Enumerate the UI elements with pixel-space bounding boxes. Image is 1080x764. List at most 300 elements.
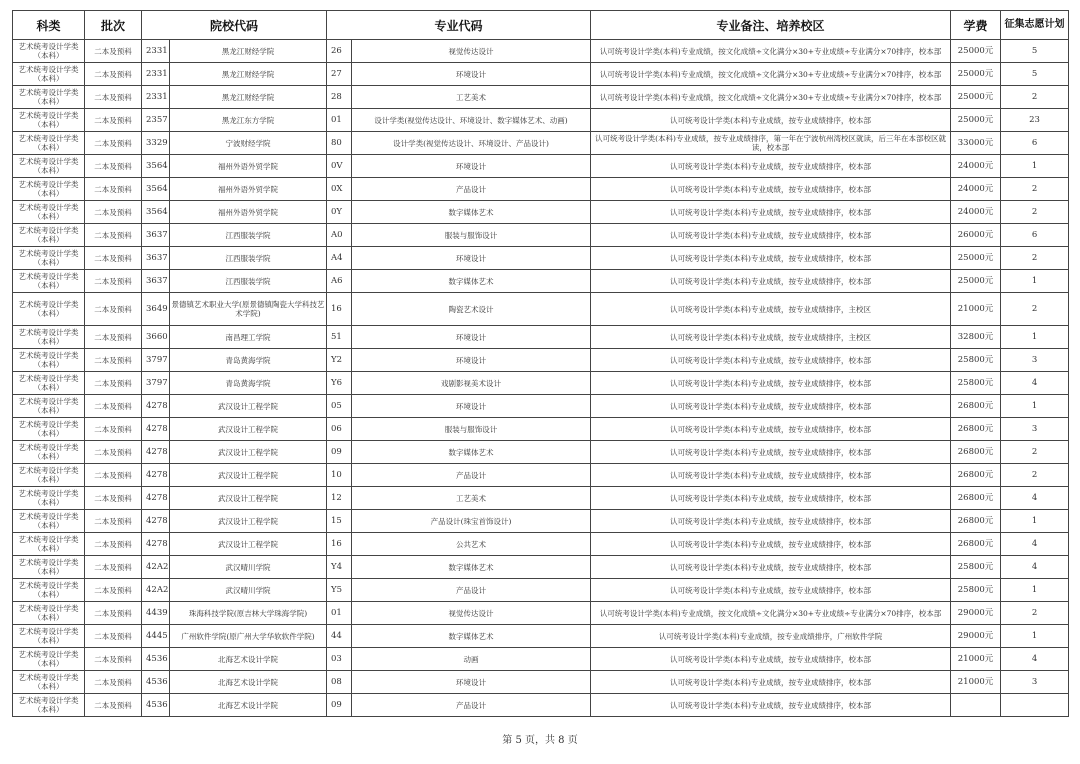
table-row bbox=[13, 326, 1069, 349]
row-major-code: Y2 bbox=[327, 349, 352, 372]
row-fee: 26000元 bbox=[951, 224, 1001, 247]
header-school-code: 院校代码 bbox=[142, 11, 327, 40]
row-notes: 认可统考设计学类(本科)专业成绩，按专业成绩排序，校本部 bbox=[591, 464, 951, 487]
row-category: 艺术统考设计学类（本科） bbox=[13, 40, 85, 63]
table-row bbox=[13, 293, 1069, 326]
row-category: 艺术统考设计学类（本科） bbox=[13, 86, 85, 109]
table-row bbox=[13, 671, 1069, 694]
row-plan: 4 bbox=[1001, 533, 1069, 556]
row-plan: 4 bbox=[1001, 372, 1069, 395]
row-fee: 25800元 bbox=[951, 372, 1001, 395]
row-fee: 21000元 bbox=[951, 671, 1001, 694]
row-fee: 33000元 bbox=[951, 132, 1001, 155]
row-category: 艺术统考设计学类（本科） bbox=[13, 648, 85, 671]
row-major-code: 15 bbox=[327, 510, 352, 533]
header-major-code: 专业代码 bbox=[327, 11, 591, 40]
row-plan: 2 bbox=[1001, 247, 1069, 270]
row-major-code: 51 bbox=[327, 326, 352, 349]
row-school-name: 黑龙江财经学院 bbox=[170, 86, 327, 109]
row-major-name: 动画 bbox=[352, 648, 591, 671]
row-major-name: 服装与服饰设计 bbox=[352, 418, 591, 441]
row-fee: 24000元 bbox=[951, 201, 1001, 224]
row-category: 艺术统考设计学类（本科） bbox=[13, 464, 85, 487]
row-major-name: 产品设计 bbox=[352, 464, 591, 487]
row-category: 艺术统考设计学类（本科） bbox=[13, 326, 85, 349]
row-category: 艺术统考设计学类（本科） bbox=[13, 178, 85, 201]
row-plan: 5 bbox=[1001, 63, 1069, 86]
row-fee: 25800元 bbox=[951, 349, 1001, 372]
row-school-name: 福州外语外贸学院 bbox=[170, 178, 327, 201]
row-notes: 认可统考设计学类(本科)专业成绩，按专业成绩排序，校本部 bbox=[591, 487, 951, 510]
table-body bbox=[13, 40, 1069, 717]
row-major-name: 产品设计 bbox=[352, 178, 591, 201]
row-notes: 认可统考设计学类(本科)专业成绩，按专业成绩排序，校本部 bbox=[591, 178, 951, 201]
row-major-name: 戏剧影视美术设计 bbox=[352, 372, 591, 395]
row-major-code: 28 bbox=[327, 86, 352, 109]
row-batch: 二本及预科 bbox=[85, 464, 142, 487]
row-school-name: 江西服装学院 bbox=[170, 247, 327, 270]
row-notes: 认可统考设计学类(本科)专业成绩，按专业成绩排序，校本部 bbox=[591, 533, 951, 556]
row-school-code: 3637 bbox=[142, 247, 170, 270]
row-school-name: 北海艺术设计学院 bbox=[170, 671, 327, 694]
row-category: 艺术统考设计学类（本科） bbox=[13, 418, 85, 441]
row-category: 艺术统考设计学类（本科） bbox=[13, 201, 85, 224]
row-major-code: 0V bbox=[327, 155, 352, 178]
row-batch: 二本及预科 bbox=[85, 556, 142, 579]
row-category: 艺术统考设计学类（本科） bbox=[13, 349, 85, 372]
row-major-code: 08 bbox=[327, 671, 352, 694]
row-plan: 6 bbox=[1001, 132, 1069, 155]
row-major-name: 环境设计 bbox=[352, 155, 591, 178]
row-notes: 认可统考设计学类(本科)专业成绩，按专业成绩排序，校本部 bbox=[591, 372, 951, 395]
row-batch: 二本及预科 bbox=[85, 40, 142, 63]
row-notes: 认可统考设计学类(本科)专业成绩，按文化成绩÷文化满分×30+专业成绩÷专业满分×70排序，校本部 bbox=[591, 63, 951, 86]
row-category: 艺术统考设计学类（本科） bbox=[13, 132, 85, 155]
row-notes: 认可统考设计学类(本科)专业成绩，按专业成绩排序，主校区 bbox=[591, 293, 951, 326]
row-plan: 2 bbox=[1001, 178, 1069, 201]
row-notes: 认可统考设计学类(本科)专业成绩，按文化成绩÷文化满分×30+专业成绩÷专业满分×70排序，校本部 bbox=[591, 602, 951, 625]
row-fee: 25800元 bbox=[951, 556, 1001, 579]
row-plan: 1 bbox=[1001, 155, 1069, 178]
row-category: 艺术统考设计学类（本科） bbox=[13, 441, 85, 464]
row-notes: 认可统考设计学类(本科)专业成绩，按专业成绩排序，校本部 bbox=[591, 441, 951, 464]
row-major-code: Y6 bbox=[327, 372, 352, 395]
row-batch: 二本及预科 bbox=[85, 418, 142, 441]
header-fee: 学费 bbox=[951, 11, 1001, 40]
row-school-name: 珠海科技学院(原吉林大学珠海学院) bbox=[170, 602, 327, 625]
table-row bbox=[13, 224, 1069, 247]
row-school-code: 4278 bbox=[142, 441, 170, 464]
row-school-name: 武汉晴川学院 bbox=[170, 579, 327, 602]
row-plan: 2 bbox=[1001, 86, 1069, 109]
row-fee: 21000元 bbox=[951, 648, 1001, 671]
row-fee: 25000元 bbox=[951, 270, 1001, 293]
row-school-name: 黑龙江财经学院 bbox=[170, 40, 327, 63]
row-school-code: 3564 bbox=[142, 178, 170, 201]
table-row bbox=[13, 648, 1069, 671]
row-category: 艺术统考设计学类（本科） bbox=[13, 109, 85, 132]
row-school-name: 青岛黄海学院 bbox=[170, 349, 327, 372]
row-batch: 二本及预科 bbox=[85, 63, 142, 86]
row-school-name: 武汉设计工程学院 bbox=[170, 441, 327, 464]
row-batch: 二本及预科 bbox=[85, 349, 142, 372]
row-school-name: 福州外语外贸学院 bbox=[170, 155, 327, 178]
row-major-code: 10 bbox=[327, 464, 352, 487]
row-school-code: 3660 bbox=[142, 326, 170, 349]
row-batch: 二本及预科 bbox=[85, 201, 142, 224]
header-batch: 批次 bbox=[85, 11, 142, 40]
row-major-code: 06 bbox=[327, 418, 352, 441]
row-school-name: 景德镇艺术职业大学(原景德镇陶瓷大学科技艺术学院) bbox=[170, 293, 327, 326]
row-major-name: 数字媒体艺术 bbox=[352, 556, 591, 579]
row-batch: 二本及预科 bbox=[85, 487, 142, 510]
row-school-code: 2331 bbox=[142, 40, 170, 63]
row-major-name: 陶瓷艺术设计 bbox=[352, 293, 591, 326]
row-major-name: 产品设计 bbox=[352, 579, 591, 602]
row-category: 艺术统考设计学类（本科） bbox=[13, 247, 85, 270]
header-plan: 征集志愿计划 bbox=[1001, 11, 1069, 40]
row-major-code: 16 bbox=[327, 533, 352, 556]
row-school-code: 42A2 bbox=[142, 556, 170, 579]
header-notes: 专业备注、培养校区 bbox=[591, 11, 951, 40]
row-major-name: 环境设计 bbox=[352, 395, 591, 418]
table-row bbox=[13, 63, 1069, 86]
row-major-name: 数字媒体艺术 bbox=[352, 441, 591, 464]
row-school-code: 3564 bbox=[142, 155, 170, 178]
row-notes: 认可统考设计学类(本科)专业成绩，按专业成绩排序，校本部 bbox=[591, 694, 951, 717]
row-batch: 二本及预科 bbox=[85, 178, 142, 201]
row-fee: 25000元 bbox=[951, 86, 1001, 109]
row-major-name: 环境设计 bbox=[352, 247, 591, 270]
row-major-name: 数字媒体艺术 bbox=[352, 201, 591, 224]
row-notes: 认可统考设计学类(本科)专业成绩，按专业成绩排序，广州软件学院 bbox=[591, 625, 951, 648]
enrollment-table bbox=[12, 10, 1069, 717]
row-school-name: 广州软件学院(原广州大学华软软件学院) bbox=[170, 625, 327, 648]
row-batch: 二本及预科 bbox=[85, 224, 142, 247]
row-school-code: 4445 bbox=[142, 625, 170, 648]
row-school-name: 武汉设计工程学院 bbox=[170, 395, 327, 418]
row-batch: 二本及预科 bbox=[85, 270, 142, 293]
row-category: 艺术统考设计学类（本科） bbox=[13, 224, 85, 247]
row-category: 艺术统考设计学类（本科） bbox=[13, 372, 85, 395]
row-major-name: 环境设计 bbox=[352, 63, 591, 86]
row-plan: 1 bbox=[1001, 579, 1069, 602]
row-plan bbox=[1001, 694, 1069, 717]
row-major-name: 工艺美术 bbox=[352, 487, 591, 510]
row-school-name: 黑龙江财经学院 bbox=[170, 63, 327, 86]
row-major-code: Y4 bbox=[327, 556, 352, 579]
row-batch: 二本及预科 bbox=[85, 109, 142, 132]
row-fee: 26800元 bbox=[951, 533, 1001, 556]
row-plan: 4 bbox=[1001, 487, 1069, 510]
row-plan: 2 bbox=[1001, 293, 1069, 326]
row-fee: 24000元 bbox=[951, 178, 1001, 201]
row-major-name: 视觉传达设计 bbox=[352, 602, 591, 625]
table-row bbox=[13, 132, 1069, 155]
row-notes: 认可统考设计学类(本科)专业成绩，按专业成绩排序，校本部 bbox=[591, 109, 951, 132]
row-notes: 认可统考设计学类(本科)专业成绩，按专业成绩排序，校本部 bbox=[591, 270, 951, 293]
table-row bbox=[13, 349, 1069, 372]
row-major-code: 26 bbox=[327, 40, 352, 63]
row-school-code: 4278 bbox=[142, 487, 170, 510]
row-school-name: 青岛黄海学院 bbox=[170, 372, 327, 395]
row-notes: 认可统考设计学类(本科)专业成绩，按专业成绩排序，校本部 bbox=[591, 579, 951, 602]
row-fee: 25000元 bbox=[951, 109, 1001, 132]
row-plan: 2 bbox=[1001, 464, 1069, 487]
row-notes: 认可统考设计学类(本科)专业成绩，按专业成绩排序，校本部 bbox=[591, 556, 951, 579]
row-major-code: 01 bbox=[327, 602, 352, 625]
row-category: 艺术统考设计学类（本科） bbox=[13, 395, 85, 418]
row-fee: 25800元 bbox=[951, 579, 1001, 602]
row-batch: 二本及预科 bbox=[85, 372, 142, 395]
row-school-code: 4536 bbox=[142, 671, 170, 694]
row-school-code: 4278 bbox=[142, 464, 170, 487]
row-batch: 二本及预科 bbox=[85, 441, 142, 464]
row-school-code: 4278 bbox=[142, 510, 170, 533]
row-batch: 二本及预科 bbox=[85, 510, 142, 533]
row-category: 艺术统考设计学类（本科） bbox=[13, 155, 85, 178]
row-school-code: 3649 bbox=[142, 293, 170, 326]
row-plan: 2 bbox=[1001, 602, 1069, 625]
row-school-name: 武汉设计工程学院 bbox=[170, 487, 327, 510]
row-school-name: 武汉设计工程学院 bbox=[170, 464, 327, 487]
row-plan: 2 bbox=[1001, 441, 1069, 464]
row-major-name: 设计学类(视觉传达设计、环境设计、数字媒体艺术、动画) bbox=[352, 109, 591, 132]
row-major-name: 服装与服饰设计 bbox=[352, 224, 591, 247]
row-school-code: 3797 bbox=[142, 349, 170, 372]
row-notes: 认可统考设计学类(本科)专业成绩，按专业成绩排序，校本部 bbox=[591, 510, 951, 533]
table-row bbox=[13, 441, 1069, 464]
row-school-name: 黑龙江东方学院 bbox=[170, 109, 327, 132]
table-row bbox=[13, 109, 1069, 132]
row-fee bbox=[951, 694, 1001, 717]
row-fee: 32800元 bbox=[951, 326, 1001, 349]
row-notes: 认可统考设计学类(本科)专业成绩，按文化成绩÷文化满分×30+专业成绩÷专业满分×70排序，校本部 bbox=[591, 86, 951, 109]
row-category: 艺术统考设计学类（本科） bbox=[13, 63, 85, 86]
row-batch: 二本及预科 bbox=[85, 395, 142, 418]
row-major-name: 工艺美术 bbox=[352, 86, 591, 109]
row-fee: 26800元 bbox=[951, 510, 1001, 533]
row-notes: 认可统考设计学类(本科)专业成绩，按专业成绩排序，校本部 bbox=[591, 247, 951, 270]
row-major-name: 数字媒体艺术 bbox=[352, 270, 591, 293]
row-major-code: A6 bbox=[327, 270, 352, 293]
row-plan: 3 bbox=[1001, 418, 1069, 441]
row-category: 艺术统考设计学类（本科） bbox=[13, 579, 85, 602]
row-batch: 二本及预科 bbox=[85, 579, 142, 602]
row-school-name: 江西服装学院 bbox=[170, 270, 327, 293]
table-row bbox=[13, 510, 1069, 533]
row-major-name: 设计学类(视觉传达设计、环境设计、产品设计) bbox=[352, 132, 591, 155]
row-school-code: 4278 bbox=[142, 395, 170, 418]
row-fee: 26800元 bbox=[951, 395, 1001, 418]
row-batch: 二本及预科 bbox=[85, 155, 142, 178]
row-major-code: 01 bbox=[327, 109, 352, 132]
table-row bbox=[13, 464, 1069, 487]
row-notes: 认可统考设计学类(本科)专业成绩，按专业成绩排序，校本部 bbox=[591, 224, 951, 247]
row-major-name: 公共艺术 bbox=[352, 533, 591, 556]
row-school-code: 3564 bbox=[142, 201, 170, 224]
row-batch: 二本及预科 bbox=[85, 533, 142, 556]
row-category: 艺术统考设计学类（本科） bbox=[13, 625, 85, 648]
row-batch: 二本及预科 bbox=[85, 293, 142, 326]
row-major-name: 环境设计 bbox=[352, 326, 591, 349]
row-major-code: 03 bbox=[327, 648, 352, 671]
row-school-name: 北海艺术设计学院 bbox=[170, 694, 327, 717]
row-category: 艺术统考设计学类（本科） bbox=[13, 270, 85, 293]
table-row bbox=[13, 155, 1069, 178]
row-notes: 认可统考设计学类(本科)专业成绩，按专业成绩排序，校本部 bbox=[591, 648, 951, 671]
row-notes: 认可统考设计学类(本科)专业成绩，按专业成绩排序，校本部 bbox=[591, 349, 951, 372]
table-row bbox=[13, 395, 1069, 418]
row-major-code: 05 bbox=[327, 395, 352, 418]
row-major-name: 环境设计 bbox=[352, 671, 591, 694]
row-school-name: 福州外语外贸学院 bbox=[170, 201, 327, 224]
row-fee: 26800元 bbox=[951, 487, 1001, 510]
row-school-code: 3329 bbox=[142, 132, 170, 155]
enrollment-table-page bbox=[12, 10, 1068, 717]
table-row bbox=[13, 40, 1069, 63]
row-school-code: 2331 bbox=[142, 63, 170, 86]
table-row bbox=[13, 418, 1069, 441]
row-plan: 1 bbox=[1001, 510, 1069, 533]
row-category: 艺术统考设计学类（本科） bbox=[13, 487, 85, 510]
row-major-code: A4 bbox=[327, 247, 352, 270]
row-plan: 1 bbox=[1001, 395, 1069, 418]
row-category: 艺术统考设计学类（本科） bbox=[13, 671, 85, 694]
row-notes: 认可统考设计学类(本科)专业成绩，按专业成绩排序，校本部 bbox=[591, 201, 951, 224]
page-footer: 第 5 页，共 8 页 bbox=[502, 735, 578, 746]
row-major-name: 环境设计 bbox=[352, 349, 591, 372]
row-major-name: 视觉传达设计 bbox=[352, 40, 591, 63]
row-category: 艺术统考设计学类（本科） bbox=[13, 510, 85, 533]
row-notes: 认可统考设计学类(本科)专业成绩，按专业成绩排序，主校区 bbox=[591, 326, 951, 349]
row-plan: 1 bbox=[1001, 326, 1069, 349]
row-batch: 二本及预科 bbox=[85, 86, 142, 109]
row-school-code: 2331 bbox=[142, 86, 170, 109]
row-major-name: 数字媒体艺术 bbox=[352, 625, 591, 648]
row-major-code: 27 bbox=[327, 63, 352, 86]
table-row bbox=[13, 178, 1069, 201]
row-major-name: 产品设计(珠宝首饰设计) bbox=[352, 510, 591, 533]
row-fee: 25000元 bbox=[951, 40, 1001, 63]
table-row bbox=[13, 556, 1069, 579]
table-header-row bbox=[13, 11, 1069, 40]
row-plan: 4 bbox=[1001, 648, 1069, 671]
table-row bbox=[13, 372, 1069, 395]
row-plan: 6 bbox=[1001, 224, 1069, 247]
table-row bbox=[13, 86, 1069, 109]
row-school-code: 4536 bbox=[142, 694, 170, 717]
row-major-code: 16 bbox=[327, 293, 352, 326]
row-fee: 29000元 bbox=[951, 602, 1001, 625]
row-plan: 2 bbox=[1001, 201, 1069, 224]
row-batch: 二本及预科 bbox=[85, 247, 142, 270]
table-row bbox=[13, 579, 1069, 602]
row-school-name: 南昌理工学院 bbox=[170, 326, 327, 349]
row-category: 艺术统考设计学类（本科） bbox=[13, 293, 85, 326]
row-fee: 21000元 bbox=[951, 293, 1001, 326]
row-school-code: 4278 bbox=[142, 418, 170, 441]
table-row bbox=[13, 487, 1069, 510]
row-category: 艺术统考设计学类（本科） bbox=[13, 694, 85, 717]
row-major-name: 产品设计 bbox=[352, 694, 591, 717]
row-notes: 认可统考设计学类(本科)专业成绩，按专业成绩排序，校本部 bbox=[591, 671, 951, 694]
row-school-name: 武汉设计工程学院 bbox=[170, 533, 327, 556]
row-fee: 29000元 bbox=[951, 625, 1001, 648]
row-school-name: 武汉设计工程学院 bbox=[170, 418, 327, 441]
row-fee: 26800元 bbox=[951, 441, 1001, 464]
row-category: 艺术统考设计学类（本科） bbox=[13, 556, 85, 579]
row-school-code: 4536 bbox=[142, 648, 170, 671]
row-school-name: 北海艺术设计学院 bbox=[170, 648, 327, 671]
table-row bbox=[13, 270, 1069, 293]
table-row bbox=[13, 694, 1069, 717]
row-major-code: A0 bbox=[327, 224, 352, 247]
row-batch: 二本及预科 bbox=[85, 625, 142, 648]
row-plan: 3 bbox=[1001, 671, 1069, 694]
row-major-code: 12 bbox=[327, 487, 352, 510]
row-notes: 认可统考设计学类(本科)专业成绩，按文化成绩÷文化满分×30+专业成绩÷专业满分×70排序，校本部 bbox=[591, 40, 951, 63]
row-plan: 1 bbox=[1001, 625, 1069, 648]
row-fee: 26800元 bbox=[951, 418, 1001, 441]
row-school-code: 3797 bbox=[142, 372, 170, 395]
row-fee: 25000元 bbox=[951, 63, 1001, 86]
row-notes: 认可统考设计学类(本科)专业成绩，按专业成绩排序，第一年在宁波杭州湾校区就读，后三年在本部校区就读，校本部 bbox=[591, 132, 951, 155]
row-school-code: 4439 bbox=[142, 602, 170, 625]
table-row bbox=[13, 247, 1069, 270]
row-batch: 二本及预科 bbox=[85, 602, 142, 625]
row-major-code: 0X bbox=[327, 178, 352, 201]
row-plan: 3 bbox=[1001, 349, 1069, 372]
row-fee: 26800元 bbox=[951, 464, 1001, 487]
row-batch: 二本及预科 bbox=[85, 132, 142, 155]
row-school-code: 4278 bbox=[142, 533, 170, 556]
table-row bbox=[13, 602, 1069, 625]
header-category: 科类 bbox=[13, 11, 85, 40]
row-major-code: 0Y bbox=[327, 201, 352, 224]
row-plan: 5 bbox=[1001, 40, 1069, 63]
row-school-name: 宁波财经学院 bbox=[170, 132, 327, 155]
row-category: 艺术统考设计学类（本科） bbox=[13, 533, 85, 556]
row-school-code: 2357 bbox=[142, 109, 170, 132]
row-batch: 二本及预科 bbox=[85, 326, 142, 349]
row-school-name: 武汉晴川学院 bbox=[170, 556, 327, 579]
table-row bbox=[13, 625, 1069, 648]
row-batch: 二本及预科 bbox=[85, 694, 142, 717]
row-plan: 1 bbox=[1001, 270, 1069, 293]
row-notes: 认可统考设计学类(本科)专业成绩，按专业成绩排序，校本部 bbox=[591, 395, 951, 418]
row-fee: 24000元 bbox=[951, 155, 1001, 178]
row-notes: 认可统考设计学类(本科)专业成绩，按专业成绩排序，校本部 bbox=[591, 418, 951, 441]
row-major-code: 09 bbox=[327, 441, 352, 464]
table-row bbox=[13, 533, 1069, 556]
table-row bbox=[13, 201, 1069, 224]
row-major-code: 44 bbox=[327, 625, 352, 648]
row-plan: 23 bbox=[1001, 109, 1069, 132]
row-major-code: Y5 bbox=[327, 579, 352, 602]
row-school-code: 3637 bbox=[142, 270, 170, 293]
row-school-code: 42A2 bbox=[142, 579, 170, 602]
row-batch: 二本及预科 bbox=[85, 671, 142, 694]
row-notes: 认可统考设计学类(本科)专业成绩，按专业成绩排序，校本部 bbox=[591, 155, 951, 178]
row-school-name: 江西服装学院 bbox=[170, 224, 327, 247]
row-school-code: 3637 bbox=[142, 224, 170, 247]
row-major-code: 09 bbox=[327, 694, 352, 717]
row-major-code: 80 bbox=[327, 132, 352, 155]
row-batch: 二本及预科 bbox=[85, 648, 142, 671]
row-category: 艺术统考设计学类（本科） bbox=[13, 602, 85, 625]
row-fee: 25000元 bbox=[951, 247, 1001, 270]
